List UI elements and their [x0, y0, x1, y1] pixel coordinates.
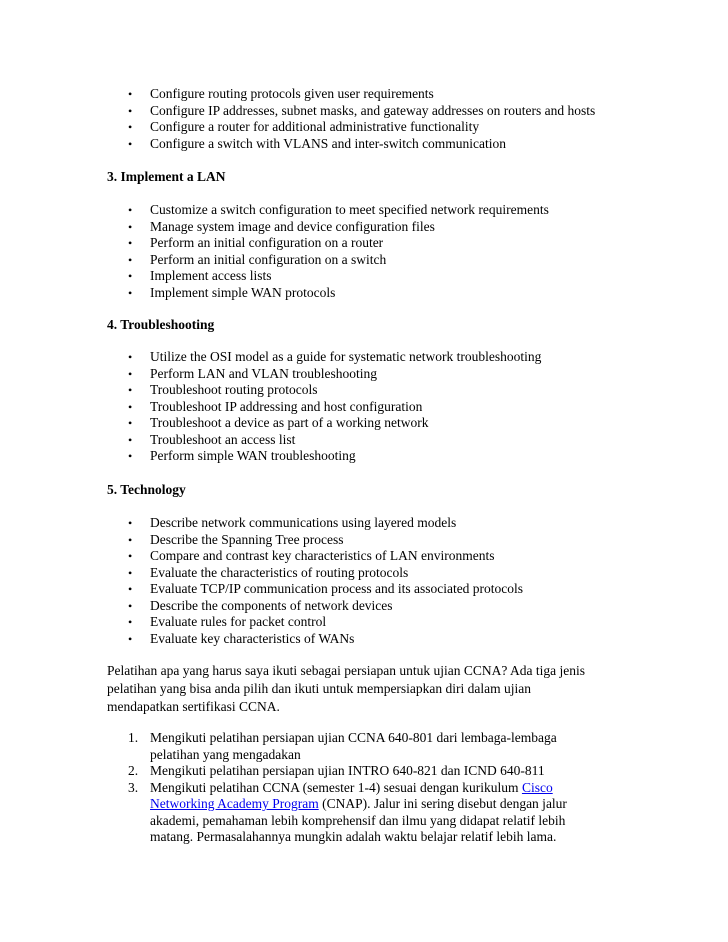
- list-item: • Implement simple WAN protocols: [128, 284, 336, 300]
- bullet-icon: •: [128, 598, 133, 613]
- bullet-icon: •: [128, 432, 133, 447]
- bullet-icon: •: [128, 449, 133, 463]
- section-3-bullet-list: [0, 202, 728, 301]
- bullet-icon: •: [128, 565, 133, 580]
- list-item: • Evaluate TCP/IP communication process and its associated protocols: [128, 581, 524, 596]
- bullet-icon: •: [128, 350, 133, 364]
- list-item: • Evaluate key characteristics of WANs: [128, 630, 355, 646]
- list-item: • Perform simple WAN troubleshooting: [128, 448, 356, 463]
- paragraph-line: pelatihan yang bisa anda pilih dan ikuti untuk mempersiapkan diri dalam ujian: [107, 681, 532, 696]
- list-item: • Perform an initial configuration on a router: [128, 235, 384, 250]
- list-item: • Troubleshoot a device as part of a working network: [128, 415, 429, 430]
- list-item: • Implement access lists: [128, 268, 272, 283]
- list-item: • Utilize the OSI model as a guide for systematic network troubleshooting: [128, 349, 542, 364]
- bullet-icon: •: [128, 631, 133, 646]
- bullet-icon: •: [128, 366, 133, 381]
- bullet-icon: •: [128, 416, 133, 430]
- cisco-link[interactable]: Cisco: [521, 779, 553, 795]
- section-2-bullet-list: [0, 86, 728, 152]
- bullet-icon: •: [128, 103, 133, 118]
- list-item: • Evaluate the characteristics of routing protocols: [128, 564, 409, 580]
- paragraph-line: mendapatkan sertifikasi CCNA.: [107, 699, 280, 714]
- numbered-list: [0, 730, 728, 846]
- bullet-icon: •: [128, 87, 133, 101]
- section-4-heading: 4. Troubleshooting: [107, 317, 215, 332]
- bullet-icon: •: [128, 285, 133, 300]
- section-2-list-block: [0, 86, 728, 152]
- numbered-item-1: 1. Mengikuti pelatihan persiapan ujian CCNA 640-801 dari lembaga-lembaga pelatihan yang mengadakan: [128, 730, 557, 762]
- section-4-list-block: [0, 349, 728, 465]
- list-item: • Describe the components of network devices: [128, 597, 393, 613]
- bullet-icon: •: [128, 269, 133, 283]
- bullet-icon: •: [128, 203, 133, 217]
- list-item: • Perform an initial configuration on a switch: [128, 251, 387, 267]
- bullet-icon: •: [128, 136, 133, 151]
- section-5-bullet-list: [0, 515, 728, 647]
- list-item: • Perform LAN and VLAN troubleshooting: [128, 365, 377, 381]
- section-4-bullet-list: [0, 349, 728, 465]
- bullet-icon: •: [128, 582, 133, 596]
- bullet-icon: •: [128, 120, 133, 134]
- list-item: • Evaluate rules for packet control: [128, 614, 327, 629]
- item-number: 3.: [128, 779, 139, 795]
- section-3-list-block: [0, 202, 728, 301]
- list-item: • Customize a switch configuration to meet specified network requirements: [128, 202, 549, 217]
- intro-paragraph: [107, 662, 627, 716]
- list-item: • Troubleshoot an access list: [128, 431, 296, 447]
- networking-academy-link[interactable]: Networking Academy Program: [150, 796, 319, 811]
- item-number: 2.: [128, 763, 139, 778]
- numbered-list-block: [0, 730, 728, 846]
- list-item: • Describe the Spanning Tree process: [128, 531, 344, 547]
- numbered-item-3: 3. Mengikuti pelatihan CCNA (semester 1-4) sesuai dengan kurikulum Cisco Networking Academy Program (CNAP). Jalur ini sering disebut dengan jalur akademi, pemahaman lebih komprehensif dan ilmu yang didapat relatif lebih matang. Permasalahannya mungkin adalah waktu belajar relatif lebih lama.: [128, 779, 567, 844]
- paragraph-line: Pelatihan apa yang harus saya ikuti sebagai persiapan untuk ujian CCNA? Ada tiga jenis: [107, 663, 586, 678]
- list-item: • Describe network communications using layered models: [128, 515, 457, 530]
- list-item: • Compare and contrast key characteristics of LAN environments: [128, 548, 495, 563]
- list-item: • Configure routing protocols given user requirements: [128, 86, 434, 101]
- bullet-icon: •: [128, 516, 133, 530]
- list-item: • Troubleshoot IP addressing and host configuration: [128, 398, 423, 414]
- bullet-icon: •: [128, 219, 133, 234]
- list-item: • Manage system image and device configuration files: [128, 218, 435, 234]
- section-5-list-block: [0, 515, 728, 647]
- bullet-icon: •: [128, 615, 133, 629]
- bullet-icon: •: [128, 399, 133, 414]
- section-3-heading: 3. Implement a LAN: [107, 169, 226, 184]
- bullet-icon: •: [128, 532, 133, 547]
- list-item: • Configure a switch with VLANS and inter-switch communication: [128, 135, 507, 151]
- list-item: • Configure IP addresses, subnet masks, and gateway addresses on routers and hosts: [128, 102, 596, 118]
- section-5-heading: 5. Technology: [107, 482, 186, 497]
- bullet-icon: •: [128, 252, 133, 267]
- bullet-icon: •: [128, 383, 133, 397]
- bullet-icon: •: [128, 236, 133, 250]
- list-item: • Configure a router for additional administrative functionality: [128, 119, 480, 134]
- item-number: 1.: [128, 730, 139, 745]
- bullet-icon: •: [128, 549, 133, 563]
- numbered-item-2: 2. Mengikuti pelatihan persiapan ujian INTRO 640-821 dan ICND 640-811: [128, 763, 545, 778]
- list-item: • Troubleshoot routing protocols: [128, 382, 318, 397]
